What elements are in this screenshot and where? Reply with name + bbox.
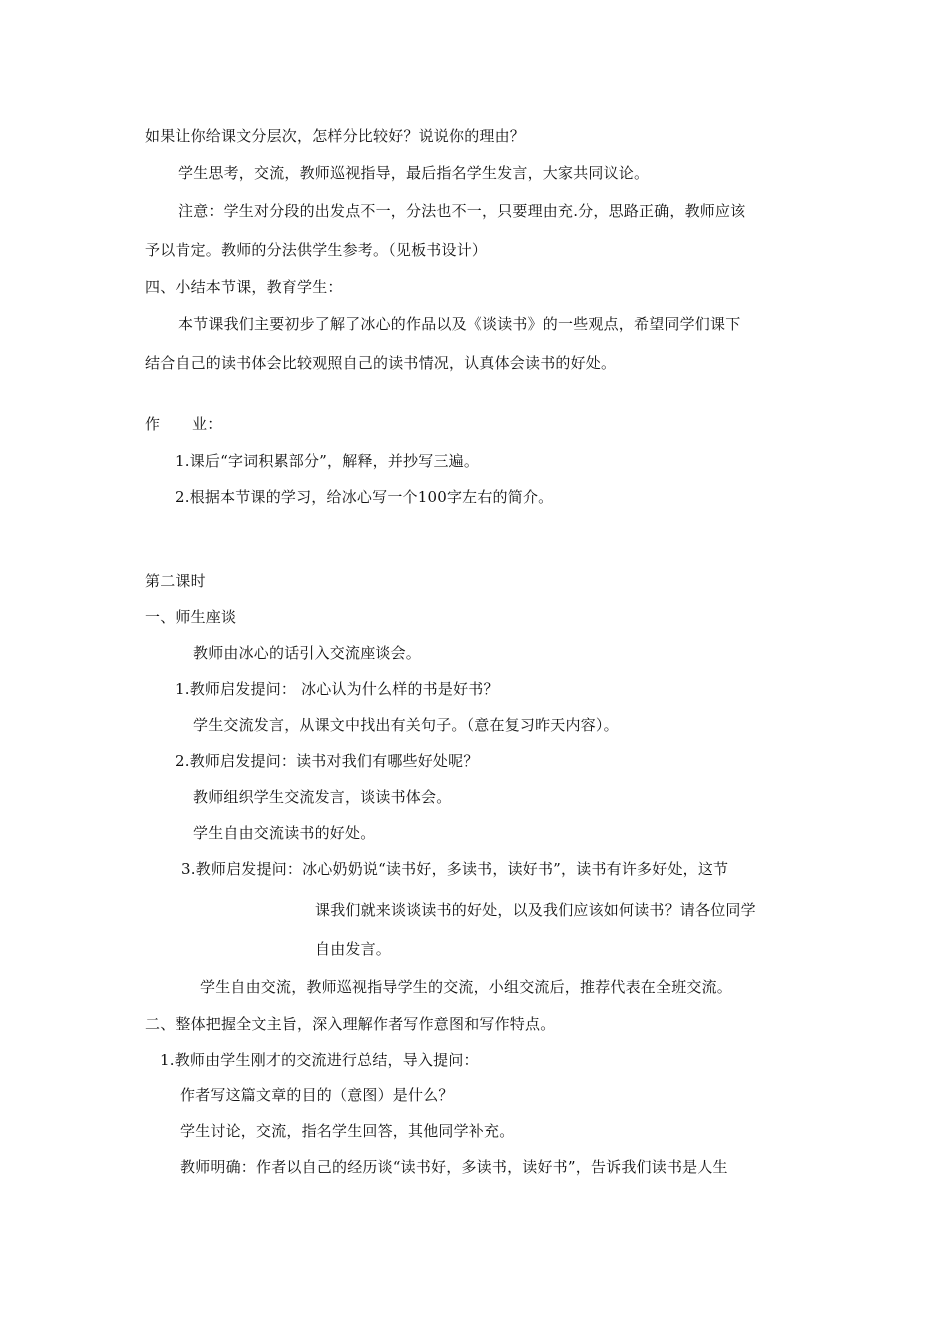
list-item: 1.教师由学生刚才的交流进行总结，导入提问： [160,1051,479,1069]
text-line: 予以肯定。教师的分法供学生参考。（见板书设计） [145,241,488,259]
text-line: 教师由冰心的话引入交流座谈会。 [193,644,422,662]
homework-item: 1.课后“字词积累部分”，解释，并抄写三遍。 [175,452,480,470]
text-line: 如果让你给课文分层次，怎样分比较好？说说你的理由？ [145,127,526,145]
text-line: 作者写这篇文章的目的（意图）是什么？ [180,1086,454,1104]
text-line: 教师明确：作者以自己的经历谈“读书好，多读书，读好书”，告诉我们读书是人生 [180,1158,728,1176]
section-heading: 二、整体把握全文主旨，深入理解作者写作意图和写作特点。 [145,1015,556,1033]
list-item: 2.教师启发提问：读书对我们有哪些好处呢？ [175,752,479,770]
homework-item: 2.根据本节课的学习，给冰心写一个100字左右的简介。 [175,488,554,506]
text-line: 学生讨论，交流，指名学生回答，其他同学补充。 [180,1122,515,1140]
list-item: 1.教师启发提问： 冰心认为什么样的书是好书？ [175,680,499,698]
text-line: 学生自由交流，教师巡视指导学生的交流，小组交流后，推荐代表在全班交流。 [200,978,733,996]
section-heading: 四、小结本节课，教育学生： [145,278,343,296]
homework-heading-char2: 业： [192,415,223,433]
section-heading: 一、师生座谈 [145,608,237,626]
text-line: 结合自己的读书体会比较观照自己的读书情况，认真体会读书的好处。 [145,354,617,372]
text-line: 学生思考，交流，教师巡视指导，最后指名学生发言，大家共同议论。 [178,164,650,182]
lesson-heading: 第二课时 [145,572,206,590]
text-line: 学生交流发言，从课文中找出有关句子。（意在复习昨天内容）。 [193,716,619,734]
text-line: 注意：学生对分段的出发点不一，分法也不一，只要理由充.分，思路正确，教师应该 [178,202,746,220]
homework-heading-char1: 作 [145,415,161,433]
text-line: 学生自由交流读书的好处。 [193,824,376,842]
text-line: 课我们就来谈谈读书的好处，以及我们应该如何读书？请各位同学 [315,901,756,919]
text-line: 教师组织学生交流发言，谈读书体会。 [193,788,452,806]
text-line: 本节课我们主要初步了解了冰心的作品以及《谈读书》的一些观点，希望同学们课下 [178,315,741,333]
text-line: 自由发言。 [315,940,392,958]
list-item: 3.教师启发提问：冰心奶奶说“读书好，多读书，读好书”，读书有许多好处，这节 [181,860,729,878]
